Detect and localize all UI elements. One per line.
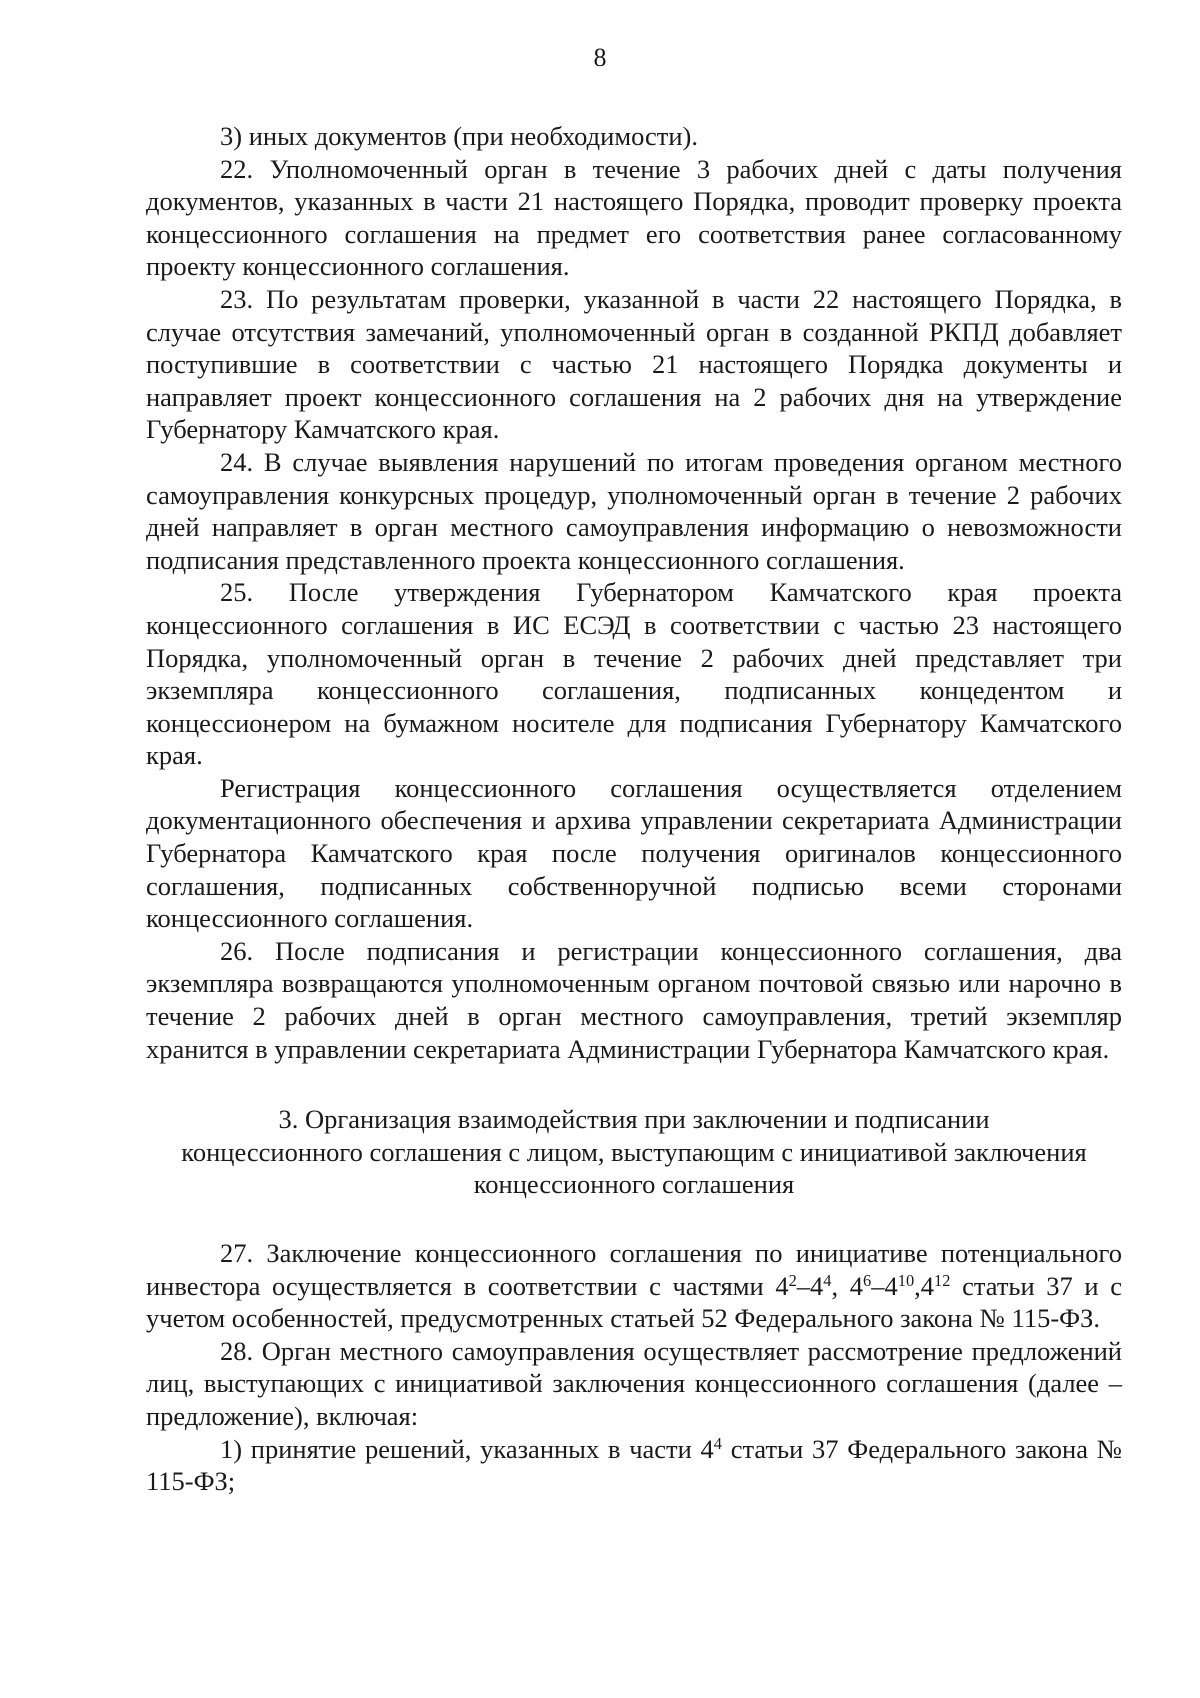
paragraph-28: 28. Орган местного самоуправления осуществляет рассмотрение предложений лиц, выступающих с инициативой заключения концессионного соглашения (далее – предложение), включая: [146, 1335, 1122, 1431]
document-body [146, 120, 1122, 1498]
section-heading-line-2: концессионного соглашения с лицом, выступающим с инициативой заключения [181, 1136, 1087, 1167]
paragraph-registration: Регистрация концессионного соглашения осуществляется отделением документационного обеспечения и архива управлении секретариата Администрации Губернатора Камчатского края после получения оригиналов концессионного соглашения, подписанных собственноручной подписью всеми сторонами концессионного соглашения. [146, 772, 1122, 934]
paragraph-27: 27. Заключение концессионного соглашения по инициативе потенциального инвестора осуществляется в соответствии с частями $4^2-4^4$, $4^6-4^{10},4^{12}$ статьи 37 и с учетом особенностей, предусмотренных статьей 52 Федерального закона № 115-ФЗ. [146, 1238, 1122, 1334]
list-item-3: 3) иных документов (при необходимости). [220, 121, 698, 151]
section-heading [146, 1103, 1122, 1201]
paragraph-23: 23. По результатам проверки, указанной в части 22 настоящего Порядка, в случае отсутствия замечаний, уполномоченный орган в созданной РКПД добавляет поступившие в соответствии с частью 21 настоящего Порядка документы и направляет проект концессионного соглашения на 2 рабочих дня на утверждение Губернатору Камчатского края. [146, 283, 1122, 445]
paragraph-26: 26. После подписания и регистрации концессионного соглашения, два экземпляра возвращаются уполномоченным органом почтовой связью или нарочно в течение 2 рабочих дней в орган местного самоуправления, третий экземпляр хранится в управлении секретариата Администрации Губернатора Камчатского края. [146, 935, 1122, 1064]
section-heading-line-1: 3. Организация взаимодействия при заключении и подписании [278, 1104, 990, 1135]
paragraph-22: 22. Уполномоченный орган в течение 3 рабочих дней с даты получения документов, указанных в части 21 настоящего Порядка, проводит проверку проекта концессионного соглашения на предмет его соответствия ранее согласованному проекту концессионного соглашения. [146, 153, 1122, 282]
section-heading-line-3: концессионного соглашения [473, 1169, 795, 1200]
paragraph-24: 24. В случае выявления нарушений по итогам проведения органом местного самоуправления конкурсных процедур, уполномоченный орган в течение 2 рабочих дней направляет в орган местного самоуправления информацию о невозможности подписания представленного проекта концессионного соглашения. [146, 446, 1122, 575]
page-number: 8 [593, 43, 607, 72]
list-item-1: 1) принятие решений, указанных в части $4^4$ статьи 37 Федерального закона № 115-ФЗ; [146, 1433, 1122, 1497]
paragraph-25: 25. После утверждения Губернатором Камчатского края проекта концессионного соглашения в ИС ЕСЭД в соответствии с частью 23 настоящего Порядка, уполномоченный орган в течение 2 рабочих дней представляет три экземпляра концессионного соглашения, подписанных концедентом и концессионером на бумажном носителе для подписания Губернатору Камчатского края. [146, 577, 1122, 771]
